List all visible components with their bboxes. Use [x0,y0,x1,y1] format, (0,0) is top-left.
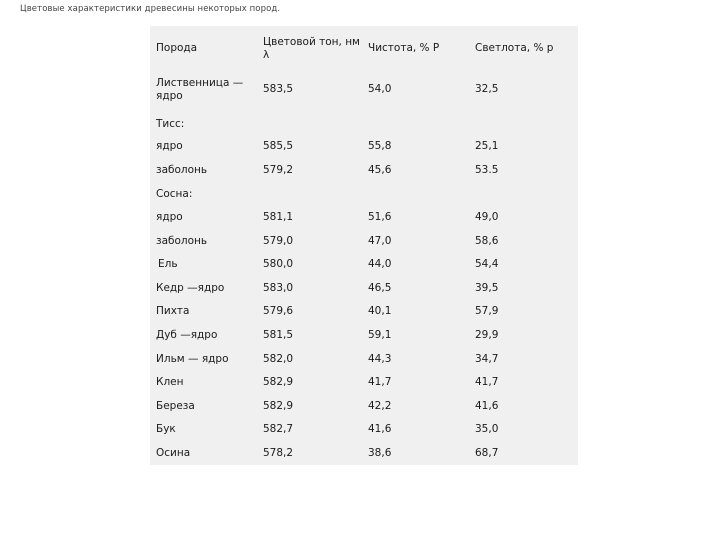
species-cell: Клен [156,376,184,388]
purity-cell: 42,2 [368,400,392,412]
species-cell: ядро [156,211,183,223]
header-hue-symbol: λ [263,49,270,61]
hue-cell: 582,7 [263,423,294,435]
hue-cell: 582,0 [263,353,294,365]
lightness-cell: 41,6 [475,400,499,412]
header-lightness: Светлота, % р [475,42,554,54]
hue-cell: 579,2 [263,164,294,176]
species-name: Лиственница — [156,77,244,89]
purity-cell: 41,7 [368,376,392,388]
purity-cell: 45,6 [368,164,392,176]
species-cell: Береза [156,400,195,412]
hue-cell: 578,2 [263,447,294,459]
species-part: ядро [156,90,183,102]
species-cell: Ель [158,258,178,270]
lightness-cell: 35,0 [475,423,499,435]
header-species: Порода [156,42,198,54]
lightness-cell: 57,9 [475,305,499,317]
purity-cell: 41,6 [368,423,392,435]
species-cell: Кедр —ядро [156,282,225,294]
species-cell: Бук [156,423,176,435]
hue-cell: 581,1 [263,211,294,223]
lightness-cell: 41,7 [475,376,499,388]
lightness-cell: 34,7 [475,353,499,365]
purity-cell: 55,8 [368,140,392,152]
purity-cell: 38,6 [368,447,392,459]
lightness-cell: 25,1 [475,140,499,152]
species-cell: ядро [156,140,183,152]
purity-cell: 44,3 [368,353,392,365]
species-cell: заболонь [156,235,208,247]
header-hue-title: Цветовой тон, нм [263,36,360,48]
hue-cell: 581,5 [263,329,294,341]
purity-cell: 44,0 [368,258,392,270]
purity-cell: 51,6 [368,211,392,223]
lightness-cell: 58,6 [475,235,499,247]
purity-cell: 54,0 [368,83,392,95]
hue-cell: 583,0 [263,282,294,294]
lightness-cell: 68,7 [475,447,499,459]
species-cell: Пихта [156,305,190,317]
hue-cell: 579,6 [263,305,294,317]
lightness-cell: 32,5 [475,83,499,95]
lightness-cell: 54,4 [475,258,499,270]
hue-cell: 579,0 [263,235,294,247]
species-cell: Дуб —ядро [156,329,218,341]
hue-cell: 585,5 [263,140,294,152]
group-label: Тисс: [156,118,185,130]
lightness-cell: 29,9 [475,329,499,341]
color-characteristics-table [150,26,578,465]
group-label: Сосна: [156,188,193,200]
species-cell [156,77,243,103]
hue-cell: 582,9 [263,376,294,388]
purity-cell: 40,1 [368,305,392,317]
table-caption: Цветовые характеристики древесины некоторых пород. [20,4,281,14]
header-hue [263,36,360,62]
species-cell: заболонь [156,164,208,176]
header-purity: Чистота, % Р [368,42,440,54]
purity-cell: 59,1 [368,329,392,341]
purity-cell: 46,5 [368,282,392,294]
hue-cell: 583,5 [263,83,294,95]
purity-cell: 47,0 [368,235,392,247]
lightness-cell: 39,5 [475,282,499,294]
species-cell: Осина [156,447,191,459]
hue-cell: 582,9 [263,400,294,412]
lightness-cell: 53.5 [475,164,499,176]
hue-cell: 580,0 [263,258,294,270]
species-cell: Ильм — ядро [156,353,229,365]
lightness-cell: 49,0 [475,211,499,223]
